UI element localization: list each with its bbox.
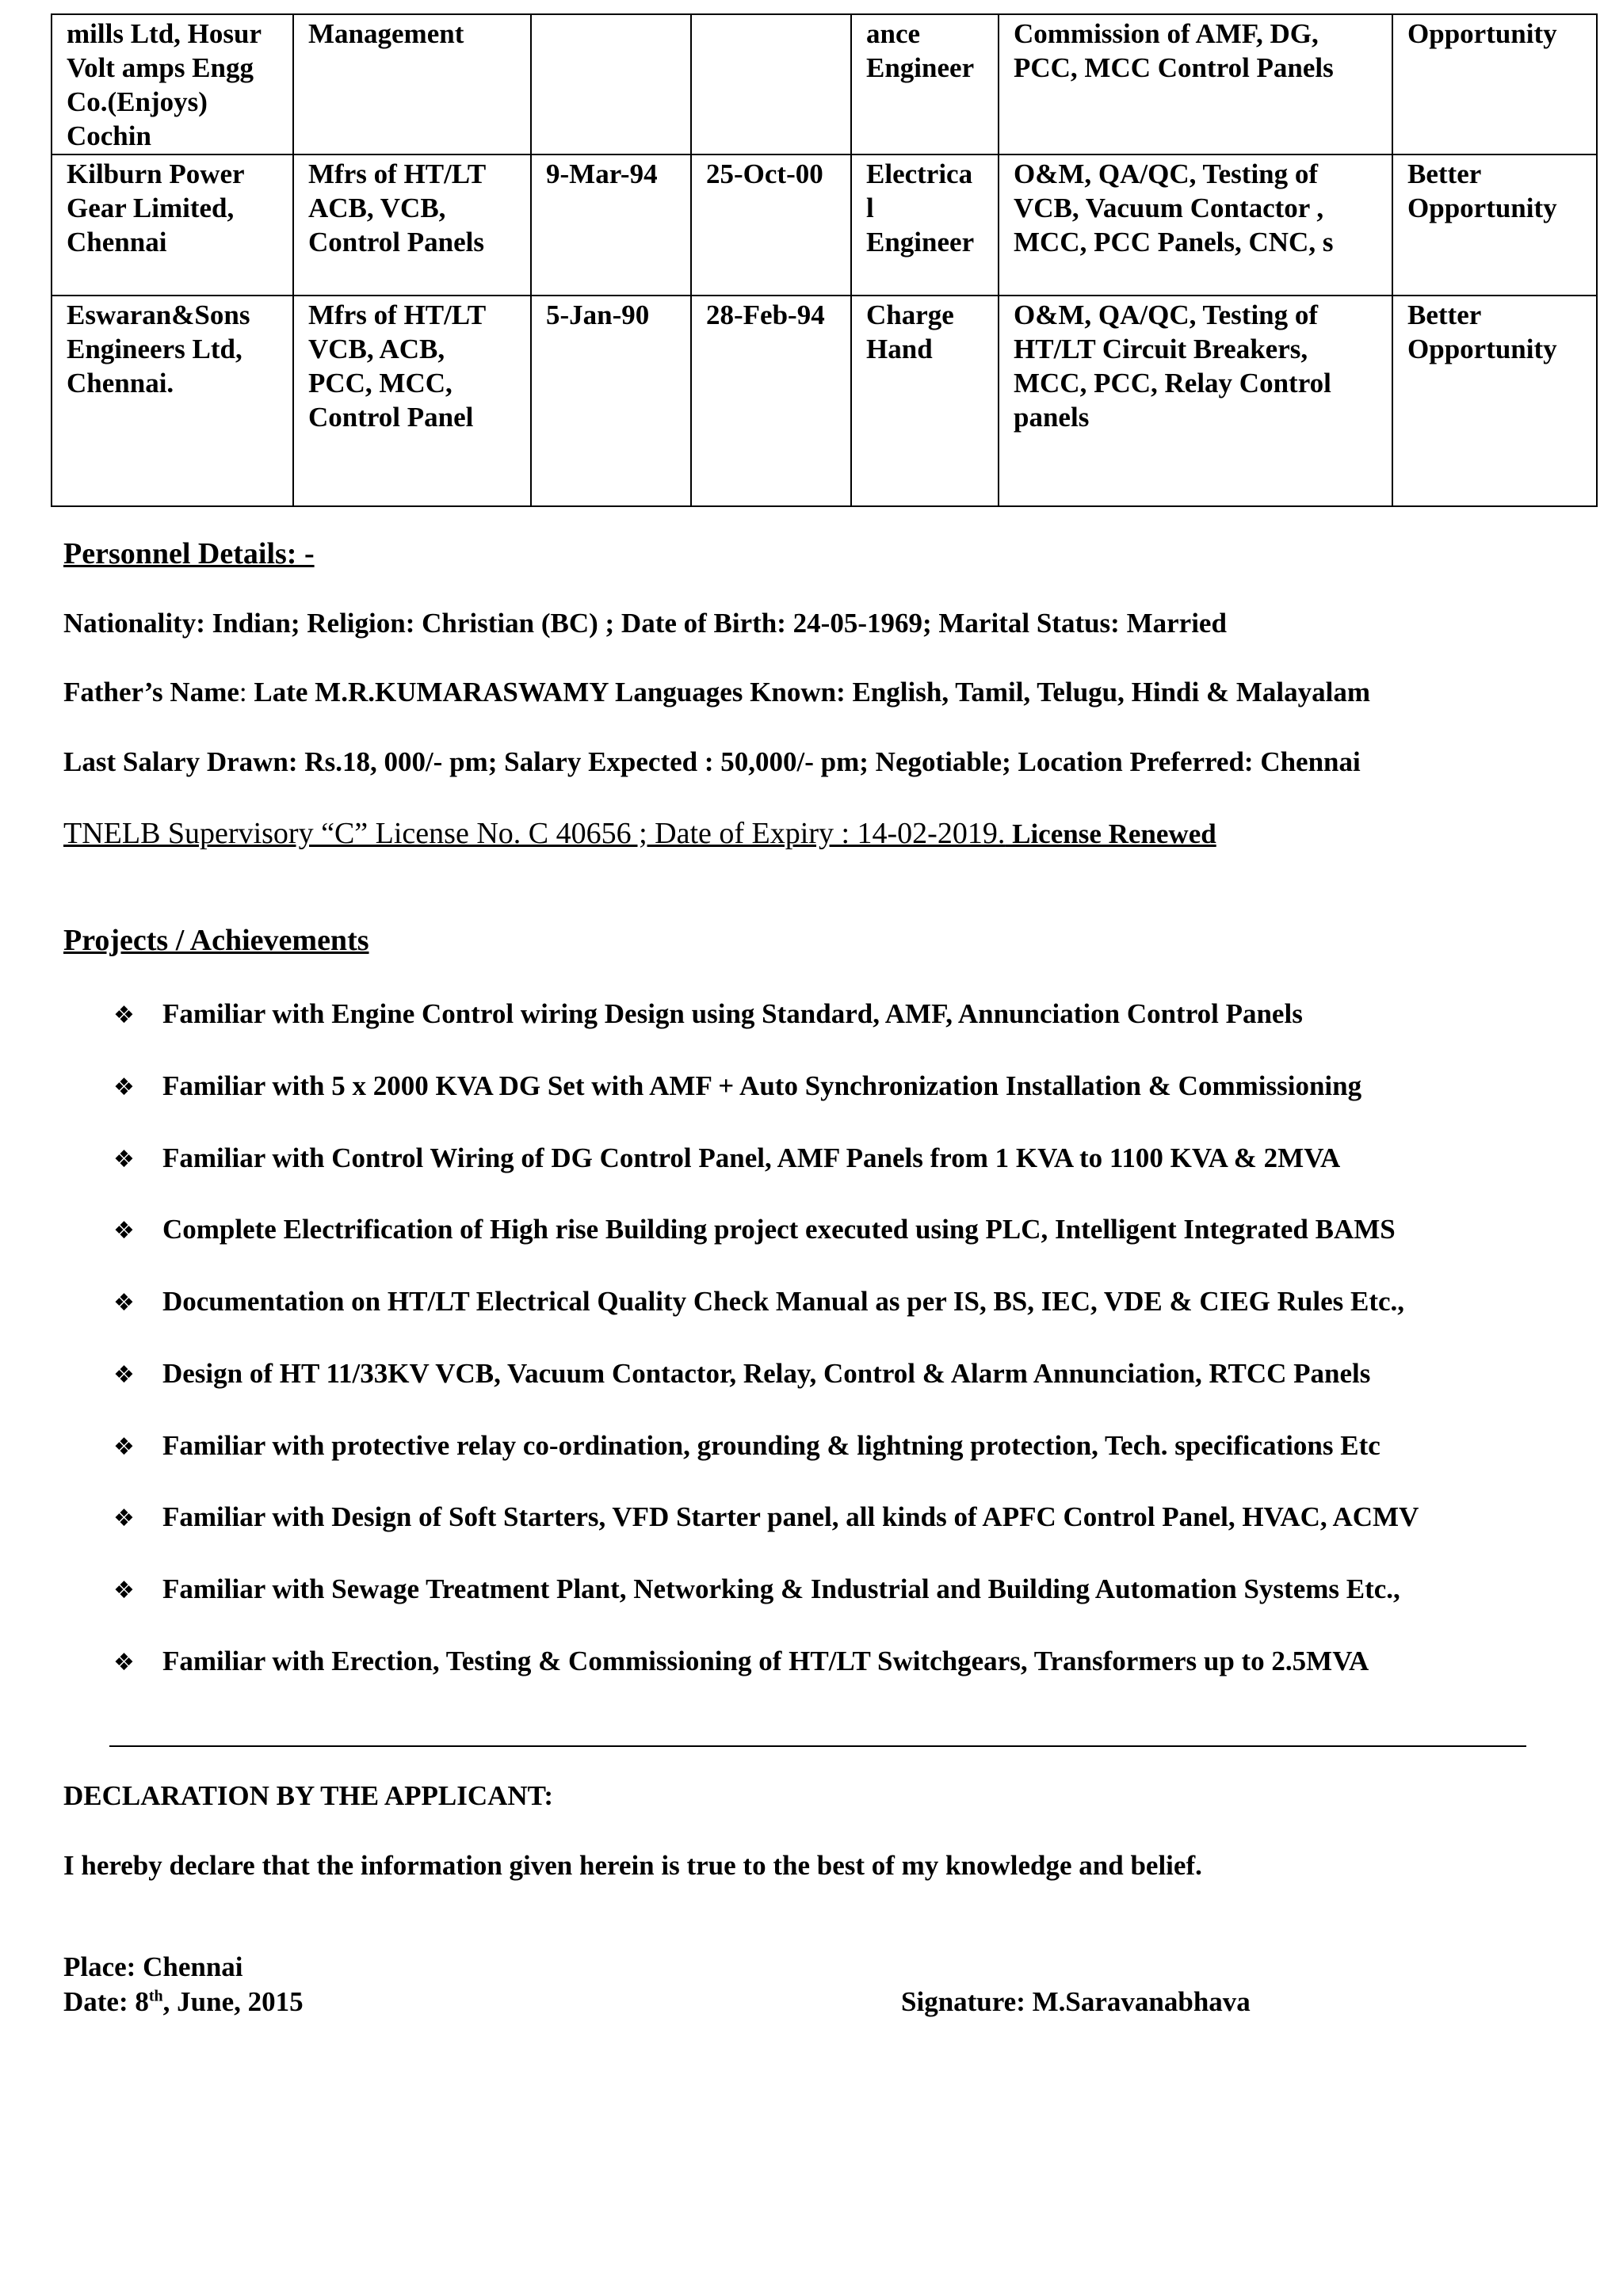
list-item <box>113 1500 1419 1536</box>
to-date-cell <box>691 14 851 154</box>
reason-cell: Better Opportunity <box>1392 154 1597 296</box>
achievement-text: Familiar with Design of Soft Starters, VFD Starter panel, all kinds of APFC Control Panel, HVAC, ACMV <box>162 1501 1419 1532</box>
achievement-text: Familiar with protective relay co-ordination, grounding & lightning protection, Tech. specifications Etc <box>162 1430 1381 1461</box>
achievement-text: Familiar with Control Wiring of DG Control Panel, AMF Panels from 1 KVA to 1100 KVA & 2MVA <box>162 1142 1341 1173</box>
employment-history-table <box>51 13 1598 507</box>
date-line <box>63 1985 304 2019</box>
license-renewed-note: License Renewed <box>1005 818 1216 849</box>
father-languages-line <box>63 675 1370 710</box>
list-item <box>113 1356 1370 1393</box>
license-details: TNELB Supervisory “C” License No. C 40656 ; Date of Expiry : 14-02-2019. <box>63 817 1006 850</box>
achievement-text: Complete Electrification of High rise Building project executed using PLC, Intelligent Integrated BAMS <box>162 1214 1396 1245</box>
date-suffix: , June, 2015 <box>162 1986 304 2017</box>
four-diamond-bullet-icon: ❖ <box>113 1361 135 1389</box>
declaration-text: I hereby declare that the information given herein is true to the best of my knowledge and belief. <box>63 1850 1202 1881</box>
responsibilities-cell: Commission of AMF, DG, PCC, MCC Control Panels <box>999 14 1392 154</box>
designation-cell: Charge Hand <box>851 296 999 506</box>
list-item <box>113 997 1303 1033</box>
place-line: Place: Chennai <box>63 1951 243 1982</box>
products-cell: Mfrs of HT/LT ACB, VCB, Control Panels <box>293 154 531 296</box>
father-name-label: Father’s Name <box>63 677 239 707</box>
four-diamond-bullet-icon: ❖ <box>113 1649 135 1676</box>
from-date-cell: 5-Jan-90 <box>531 296 691 506</box>
four-diamond-bullet-icon: ❖ <box>113 1146 135 1173</box>
from-date-cell <box>531 14 691 154</box>
personal-info-line: Nationality: Indian; Religion: Christian (BC) ; Date of Birth: 24-05-1969; Marital Status: Married <box>63 608 1227 639</box>
to-date-cell: 28-Feb-94 <box>691 296 851 506</box>
four-diamond-bullet-icon: ❖ <box>113 1433 135 1461</box>
achievement-text: Familiar with Engine Control wiring Design using Standard, AMF, Annunciation Control Panels <box>162 998 1303 1029</box>
from-date-cell: 9-Mar-94 <box>531 154 691 296</box>
company-cell: mills Ltd, Hosur Volt amps Engg Co.(Enjoys) Cochin <box>52 14 293 154</box>
table-row <box>52 154 1597 296</box>
list-item <box>113 1069 1361 1105</box>
father-languages-text: Late M.R.KUMARASWAMY Languages Known: English, Tamil, Telugu, Hindi & Malayalam <box>246 677 1371 707</box>
company-cell: Kilburn Power Gear Limited, Chennai <box>52 154 293 296</box>
father-name-colon: : <box>239 677 247 707</box>
achievement-text: Familiar with Erection, Testing & Commissioning of HT/LT Switchgears, Transformers up to 2.5MVA <box>162 1646 1369 1676</box>
section-divider <box>109 1745 1526 1747</box>
list-item <box>113 1212 1396 1249</box>
to-date-cell: 25-Oct-00 <box>691 154 851 296</box>
list-item <box>113 1644 1369 1680</box>
achievement-text: Design of HT 11/33KV VCB, Vacuum Contactor, Relay, Control & Alarm Annunciation, RTCC Panels <box>162 1358 1371 1389</box>
list-item <box>113 1572 1400 1608</box>
achievement-text: Documentation on HT/LT Electrical Quality Check Manual as per IS, BS, IEC, VDE & CIEG Rules Etc., <box>162 1286 1405 1317</box>
responsibilities-cell: O&M, QA/QC, Testing of HT/LT Circuit Breakers, MCC, PCC, Relay Control panels <box>999 296 1392 506</box>
company-cell: Eswaran&Sons Engineers Ltd, Chennai. <box>52 296 293 506</box>
products-cell: Mfrs of HT/LT VCB, ACB, PCC, MCC, Control Panel <box>293 296 531 506</box>
achievements-heading: Projects / Achievements <box>63 924 369 957</box>
declaration-heading: DECLARATION BY THE APPLICANT: <box>63 1780 554 1811</box>
table-row <box>52 296 1597 506</box>
four-diamond-bullet-icon: ❖ <box>113 1289 135 1317</box>
products-cell: Management <box>293 14 531 154</box>
list-item <box>113 1284 1404 1321</box>
four-diamond-bullet-icon: ❖ <box>113 1505 135 1532</box>
personnel-details-heading: Personnel Details: - <box>63 537 315 570</box>
license-line <box>63 815 1216 852</box>
four-diamond-bullet-icon: ❖ <box>113 1577 135 1604</box>
table-row <box>52 14 1597 154</box>
list-item <box>113 1428 1381 1465</box>
salary-line: Last Salary Drawn: Rs.18, 000/- pm; Salary Expected : 50,000/- pm; Negotiable; Location Preferred: Chennai <box>63 746 1361 777</box>
achievement-text: Familiar with 5 x 2000 KVA DG Set with AMF + Auto Synchronization Installation & Commissioning <box>162 1070 1362 1101</box>
reason-cell: Opportunity <box>1392 14 1597 154</box>
designation-cell: ance Engineer <box>851 14 999 154</box>
date-prefix: Date: 8 <box>63 1986 149 2017</box>
achievement-text: Familiar with Sewage Treatment Plant, Networking & Industrial and Building Automation Systems Etc., <box>162 1573 1400 1604</box>
signature-line: Signature: M.Saravanabhava <box>901 1986 1251 2017</box>
four-diamond-bullet-icon: ❖ <box>113 1217 135 1245</box>
date-ordinal-suffix: th <box>148 1987 163 2005</box>
list-item <box>113 1141 1340 1177</box>
reason-cell: Better Opportunity <box>1392 296 1597 506</box>
responsibilities-cell: O&M, QA/QC, Testing of VCB, Vacuum Contactor , MCC, PCC Panels, CNC, s <box>999 154 1392 296</box>
four-diamond-bullet-icon: ❖ <box>113 1074 135 1101</box>
designation-cell: Electrica l Engineer <box>851 154 999 296</box>
four-diamond-bullet-icon: ❖ <box>113 1001 135 1029</box>
